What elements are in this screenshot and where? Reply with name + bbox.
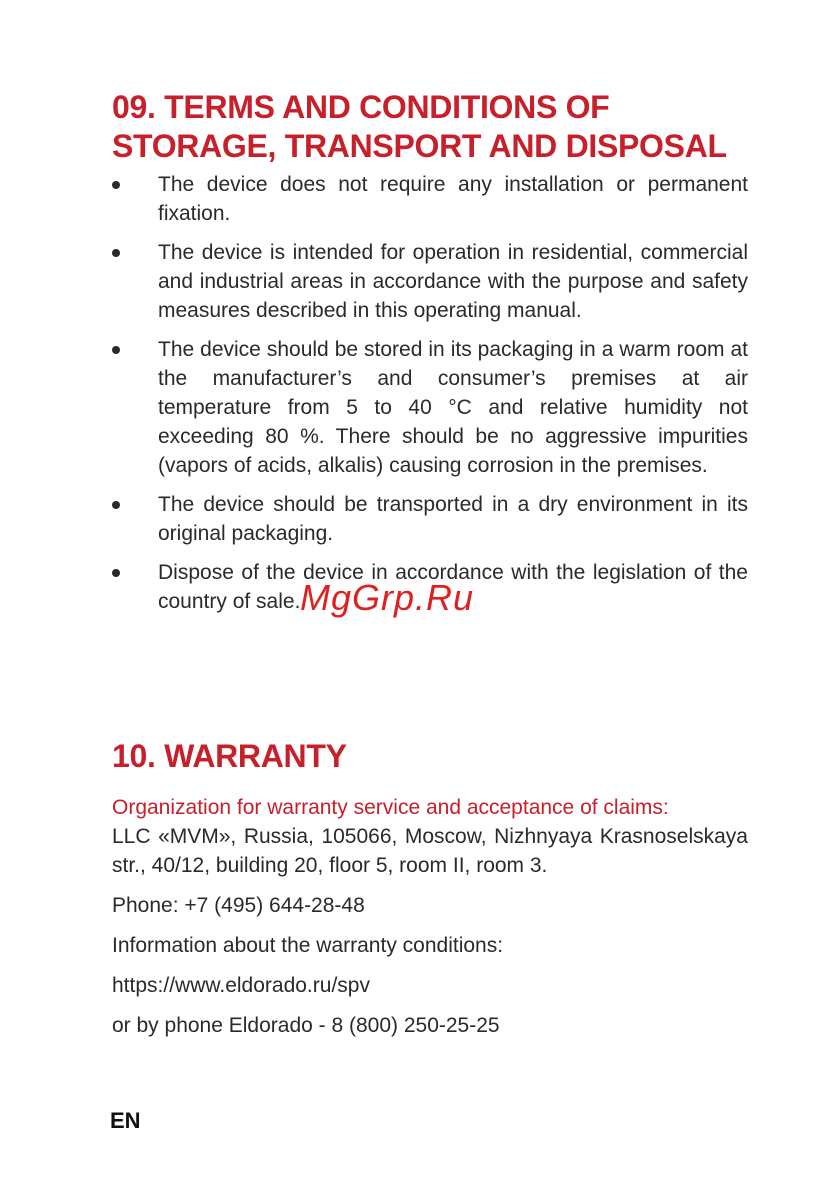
bullet-text: The device is intended for operation in residential, commercial and industrial areas in accordance with the purpose and safety measures described in this operating manual. <box>158 241 748 322</box>
bullet-item <box>112 238 748 325</box>
bullet-dot-icon <box>112 501 120 509</box>
section-09-title-line1: 09. TERMS AND CONDITIONS OF <box>112 89 610 125</box>
eldorado-phone: or by phone Eldorado - 8 (800) 250-25-25 <box>112 1014 500 1037</box>
bullet-text: The device does not require any installation or permanent fixation. <box>158 173 748 225</box>
warranty-info-label: Information about the warranty conditions: <box>112 934 504 957</box>
section-10 <box>112 737 748 1040</box>
language-code: EN <box>110 1108 141 1133</box>
section-10-title: 10. WARRANTY <box>112 738 347 774</box>
watermark-logo: MgGrp.Ru <box>300 577 475 618</box>
bullet-dot-icon <box>112 346 120 354</box>
bullet-text: Dispose of the device in accordance with the legislation of the country of sale. <box>158 561 748 613</box>
warranty-address: LLC «MVM», Russia, 105066, Moscow, Nizhnyaya Krasnoselskaya str., 40/12, building 20, floor 5, room II, room 3. <box>112 825 748 877</box>
bullet-text: The device should be stored in its packaging in a warm room at the manufacturer’s and consumer’s premises at air temperature from 5 to 40 °C and relative humidity not exceeding 80 %. There should be no aggressive impurities (vapors of acids, alkalis) causing corrosion in the premises. <box>158 338 748 477</box>
warranty-phone: Phone: +7 (495) 644-28-48 <box>112 894 365 917</box>
bullet-item <box>112 490 748 548</box>
warranty-url-link[interactable]: https://www.eldorado.ru/spv <box>112 974 370 997</box>
bullet-text: The device should be transported in a dry environment in its original packaging. <box>158 493 748 545</box>
storage-bullet-list <box>112 170 748 616</box>
bullet-item <box>112 335 748 480</box>
section-09-title <box>112 88 748 166</box>
warranty-org-label: Organization for warranty service and acceptance of claims: <box>112 796 669 819</box>
bullet-dot-icon <box>112 569 120 577</box>
bullet-item <box>112 170 748 228</box>
bullet-dot-icon <box>112 249 120 257</box>
section-09 <box>112 88 748 626</box>
bullet-dot-icon <box>112 181 120 189</box>
section-09-title-line2: STORAGE, TRANSPORT AND DISPOSAL <box>112 128 727 164</box>
